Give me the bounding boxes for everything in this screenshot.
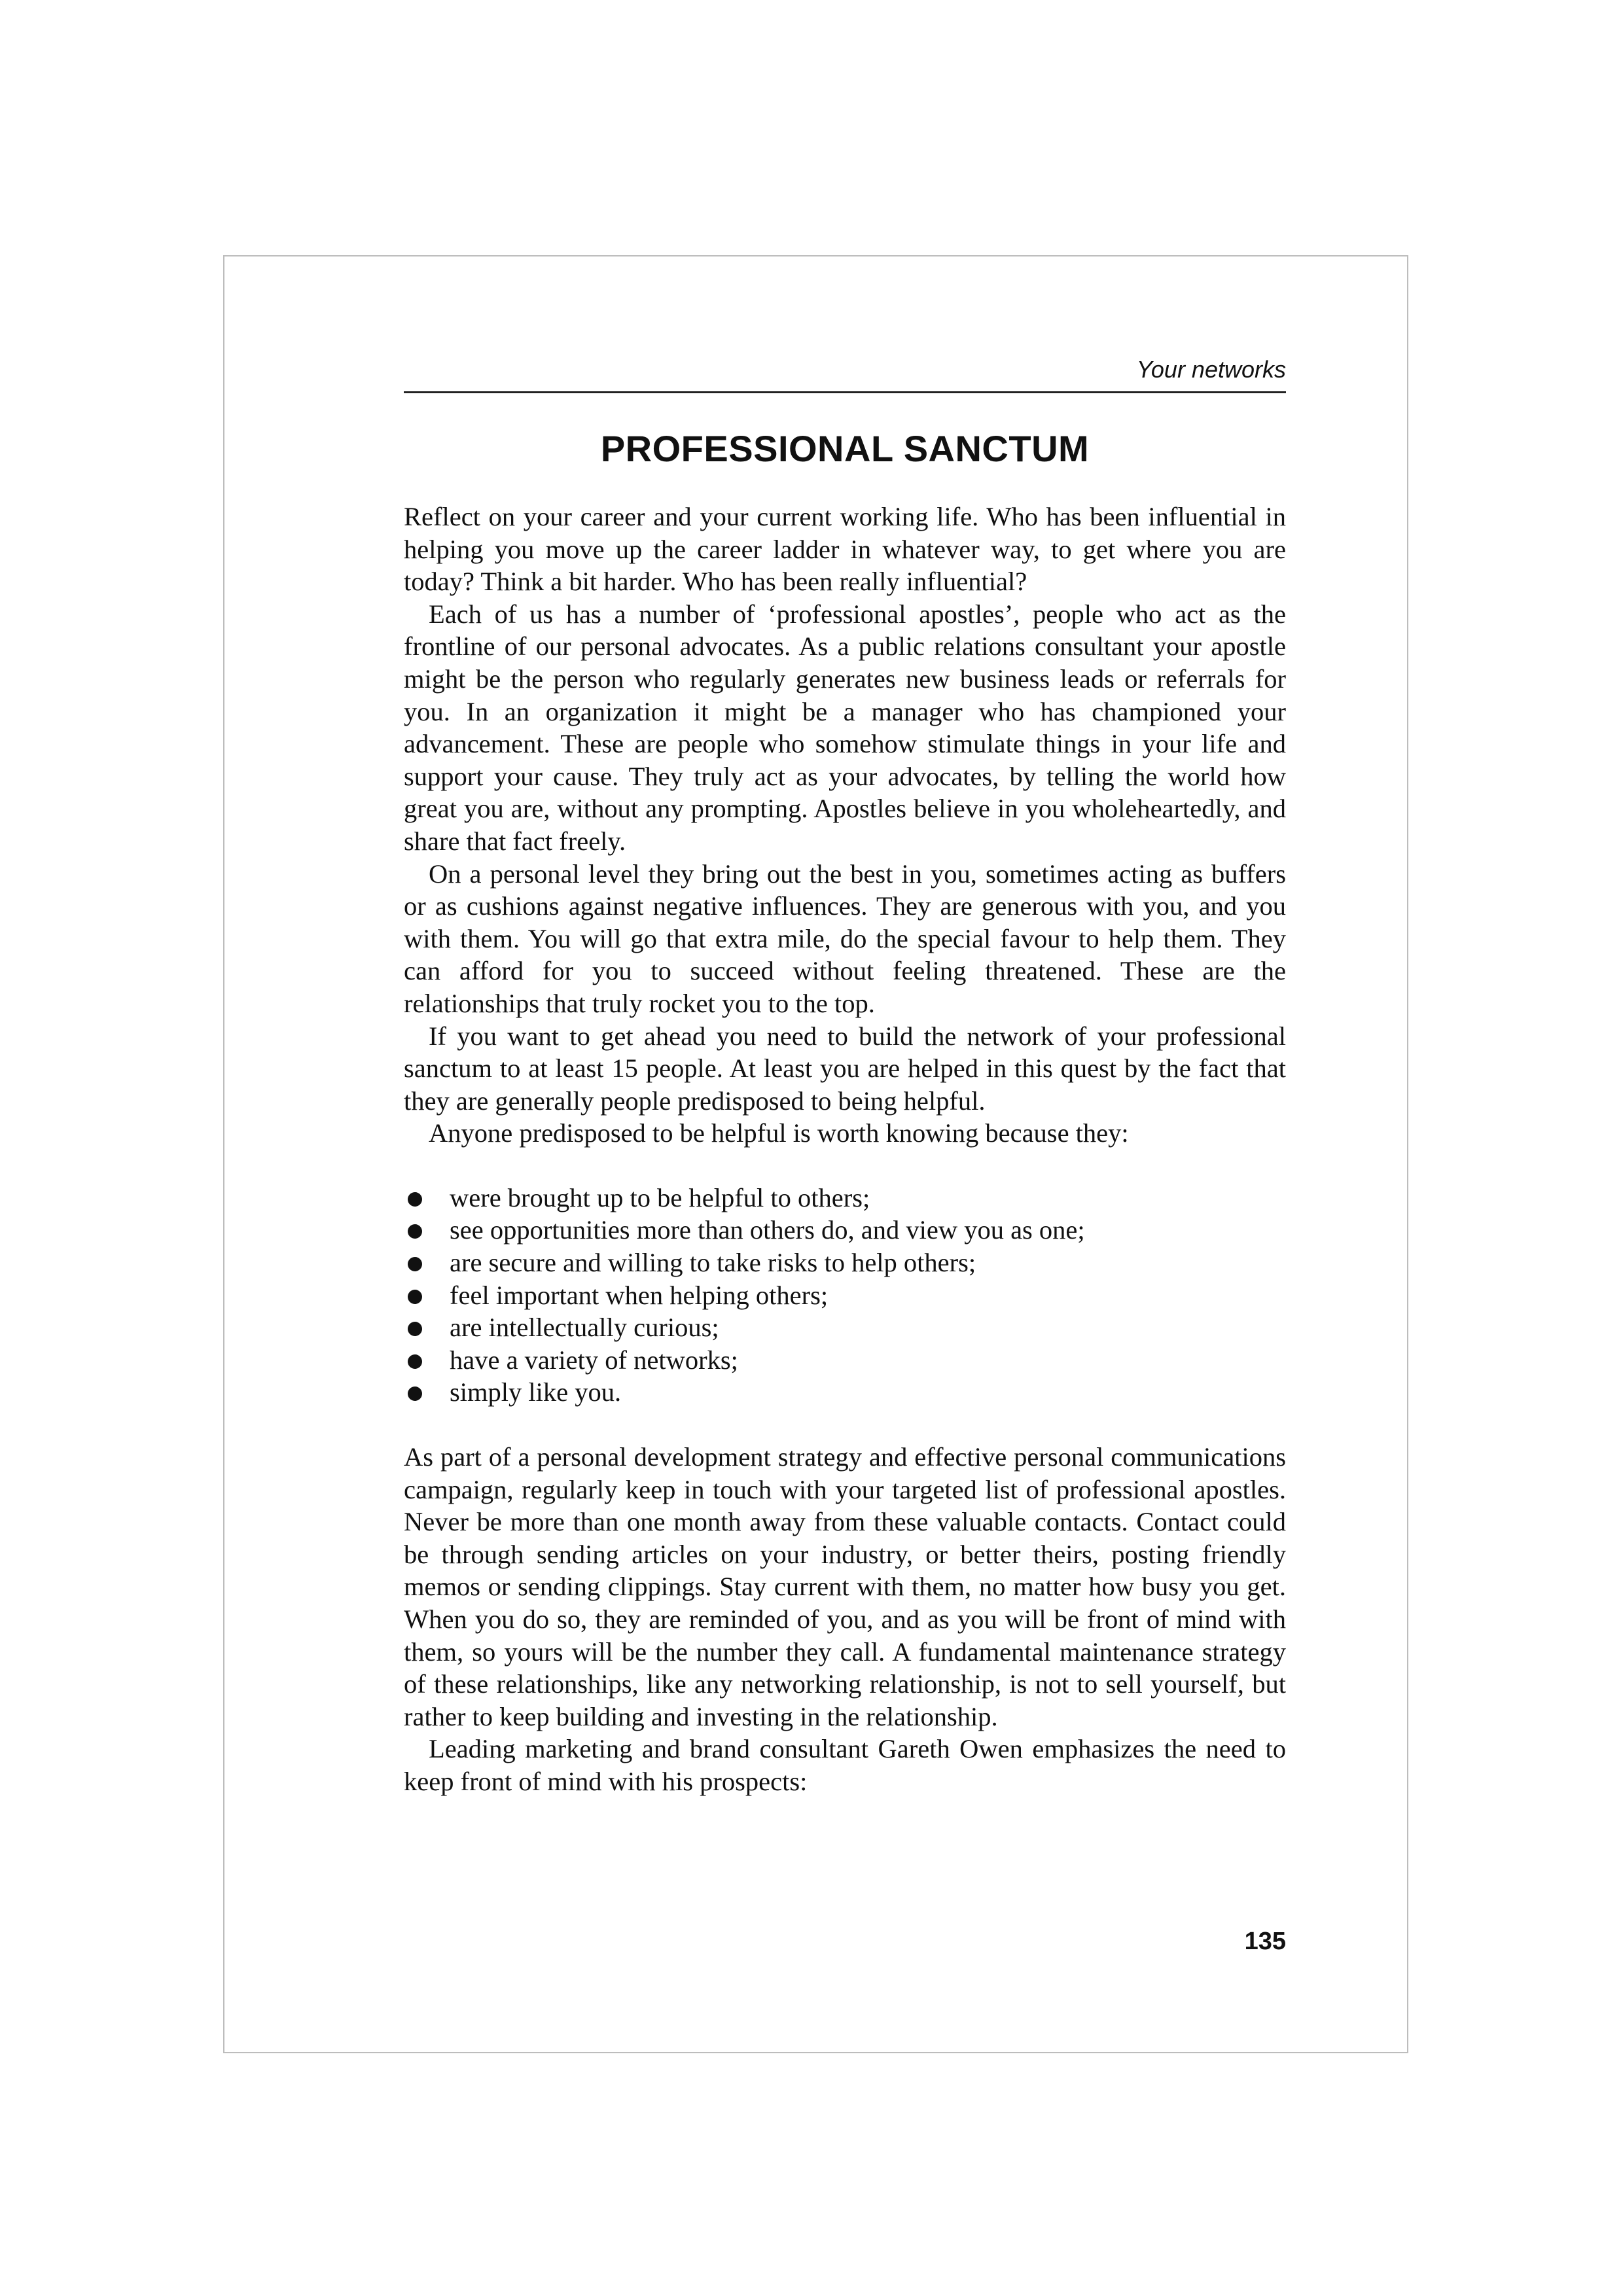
- text-block: [404, 353, 1286, 1798]
- bullet-icon: [408, 1257, 422, 1271]
- bullet-icon: [408, 1290, 422, 1304]
- list-item-text: simply like you.: [450, 1377, 622, 1407]
- list-item: [404, 1311, 1286, 1344]
- list-item-text: feel important when helping others;: [450, 1280, 829, 1310]
- list-item: [404, 1182, 1286, 1214]
- body-text: [404, 501, 1286, 1798]
- bullet-icon: [408, 1322, 422, 1336]
- list-item-text: are intellectually curious;: [450, 1313, 719, 1343]
- bullet-icon: [408, 1386, 422, 1401]
- list-item: [404, 1279, 1286, 1312]
- paragraph: Leading marketing and brand consultant Gareth Owen emphasizes the need to keep front of mind with his prospects:: [404, 1734, 1286, 1796]
- bullet-icon: [408, 1224, 422, 1239]
- list-item: [404, 1376, 1286, 1409]
- page-number: 135: [1244, 1928, 1286, 1955]
- bullet-list: [404, 1182, 1286, 1409]
- paragraph: Each of us has a number of ‘professional apostles’, people who act as the frontline of our personal advocates. As a public relations consultant your apostle might be the person who regularly generates new business leads or referrals for you. In an organization it might be a manager who has championed your advancement. These are people who somehow stimulate things in your life and support your cause. They truly act as your advocates, by telling the world how great you are, without any prompting. Apostles believe in you wholeheartedly, and share that fact freely.: [404, 599, 1286, 856]
- running-head: Your networks: [1136, 356, 1286, 383]
- list-item-text: are secure and willing to take risks to help others;: [450, 1248, 976, 1278]
- paragraph: As part of a personal development strategy and effective personal communications campaign, regularly keep in touch with your targeted list of professional apostles. Never be more than one month away from these valuable contacts. Contact could be through sending articles on your industry, or better theirs, posting friendly memos or sending clippings. Stay current with them, no matter how busy you get. When you do so, they are reminded of you, and as you will be front of mind with them, so yours will be the number they call. A fundamental maintenance strategy of these relationships, like any networking relationship, is not to sell yourself, but rather to keep building and investing in the relationship.: [404, 1442, 1286, 1731]
- list-item-text: see opportunities more than others do, and view you as one;: [450, 1215, 1085, 1245]
- list-item: [404, 1214, 1286, 1246]
- bullet-icon: [408, 1192, 422, 1207]
- list-item-text: were brought up to be helpful to others;: [450, 1182, 870, 1212]
- paragraph: Reflect on your career and your current working life. Who has been influential in helping you move up the career ladder in whatever way, to get where you are today? Think a bit harder. Who has been really influential?: [404, 502, 1286, 597]
- header-rule: [404, 391, 1286, 393]
- list-item: [404, 1246, 1286, 1279]
- list-item: [404, 1344, 1286, 1377]
- paragraph: If you want to get ahead you need to build the network of your professional sanctum to at least 15 people. At least you are helped in this quest by the fact that they are generally people predisposed to being helpful.: [404, 1021, 1286, 1116]
- bullet-icon: [408, 1354, 422, 1369]
- section-title: PROFESSIONAL SANCTUM: [600, 428, 1090, 469]
- paragraph: On a personal level they bring out the best in you, sometimes acting as buffers or as cushions against negative influences. They are generous with you, and you with them. You will go that extra mile, do the special favour to help them. They can afford for you to succeed without feeling threatened. These are the relationships that truly rocket you to the top.: [404, 858, 1286, 1018]
- list-intro-paragraph: Anyone predisposed to be helpful is worth knowing because they:: [429, 1118, 1129, 1148]
- list-item-text: have a variety of networks;: [450, 1345, 738, 1375]
